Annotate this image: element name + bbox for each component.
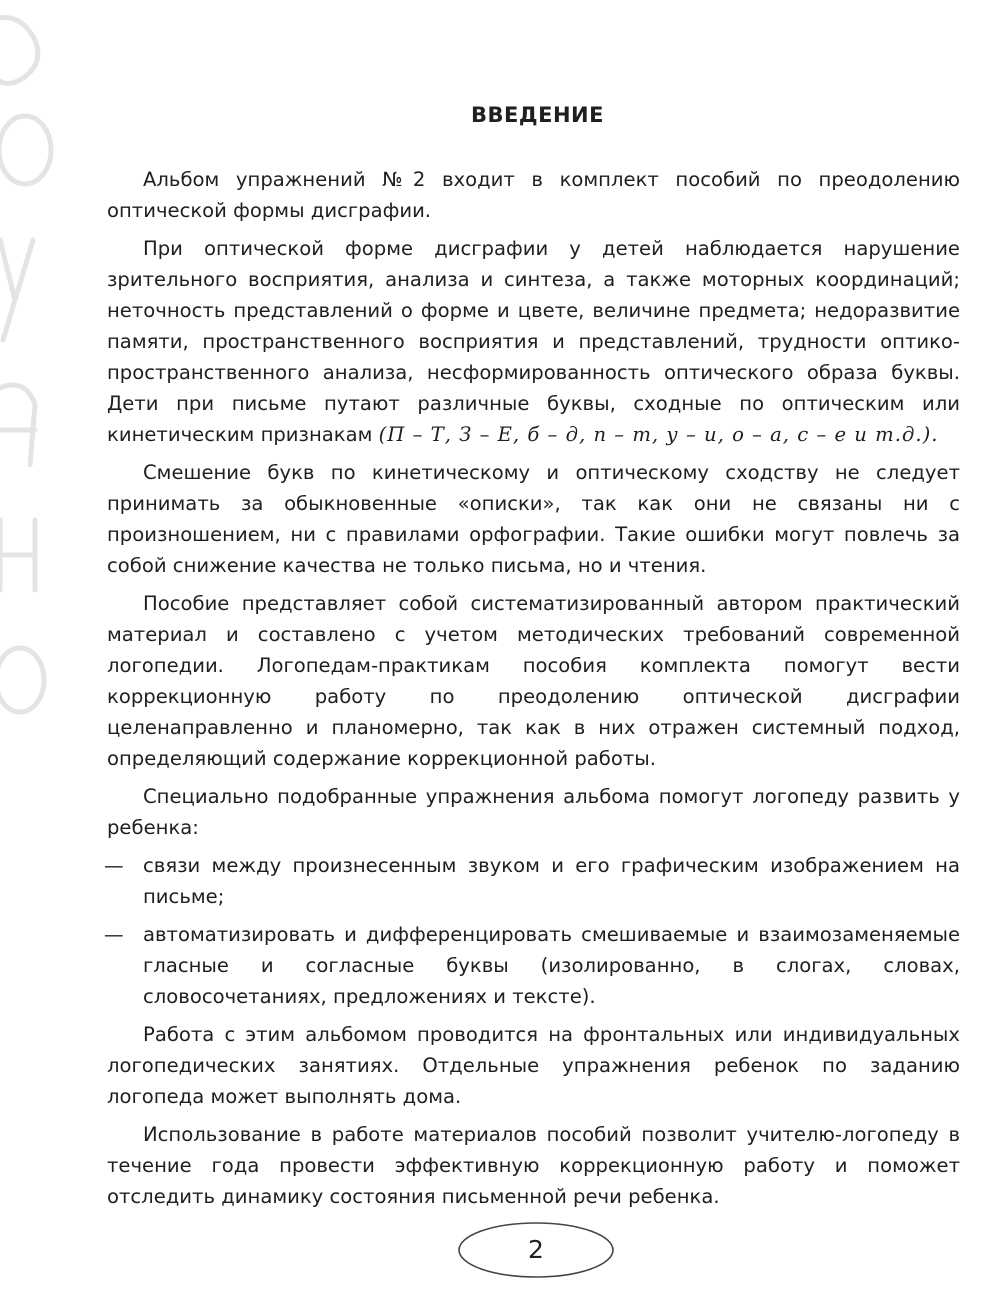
list-item — [104, 919, 960, 1012]
body-text — [104, 164, 960, 1219]
list-dash: — — [104, 923, 124, 946]
paragraph-work-format: Работа с этим альбомом проводится на фронтальных или индивидуальных логопедических занятиях. Отдельные упражнения ребенок по заданию логопеда может выполнять дома. — [107, 1023, 960, 1108]
page-title: ВВЕДЕНИЕ — [471, 103, 604, 127]
paragraph-conclusion: Использование в работе материалов пособий позволит учителю-логопеду в течение года провести эффективную коррекционную работу и поможет отследить динамику состояния письменной речи ребенка. — [107, 1123, 960, 1208]
page-number: 2 — [528, 1235, 544, 1264]
list-dash: — — [104, 854, 124, 877]
handwritten-letter-examples: (П – Т, З – Е, б – д, п – т, у – и, о – а, с – е и т.д.). — [378, 423, 939, 446]
paragraph-optical-form-text: При оптической форме дисграфии у детей наблюдается нарушение зрительного восприятия, анализа и синтеза, а также моторных координаций; неточность представлений о форме и цвете, величине предмета; недоразвитие памяти, пространственного восприятия и представлений, трудности оптико-пространственного анализа, несформированность оптического образа буквы. Дети при письме путают различные буквы, сходные по оптическим или кинетическим признакам — [107, 237, 960, 446]
list-item-text: автоматизировать и дифференцировать смешиваемые и взаимозаменяемые гласные и согласные буквы (изолированно, в слогах, словах, словосочетаниях, предложениях и тексте). — [143, 923, 960, 1008]
list-item — [104, 850, 960, 912]
paragraph-optical-form — [107, 233, 960, 450]
list-item-text: связи между произнесенным звуком и его графическим изображением на письме; — [143, 854, 960, 908]
paragraph-intro: Альбом упражнений №2 входит в комплект пособий по преодолению оптической формы дисграфии. — [107, 168, 960, 222]
paragraph-manual-description: Пособие представляет собой систематизированный автором практический материал и составлено с учетом методических требований современной логопедии. Логопедам-практикам пособия комплекта помогут вести коррекционную работу по преодолению оптической дисграфии целенаправленно и планомерно, так как в них отражен системный подход, определяющий содержание коррекционной работы. — [107, 592, 960, 770]
paragraph-exercises: Специально подобранные упражнения альбома помогут логопеду развить у ребенка: — [107, 785, 960, 839]
paragraph-letter-mixing: Смешение букв по кинетическому и оптическому сходству не следует принимать за обыкновенные «описки», так как они не связаны ни с произношением, ни с правилами орфографии. Такие ошибки могут повлечь за собой снижение качества не только письма, но и чтения. — [107, 461, 960, 577]
page-number-badge — [457, 1221, 615, 1279]
